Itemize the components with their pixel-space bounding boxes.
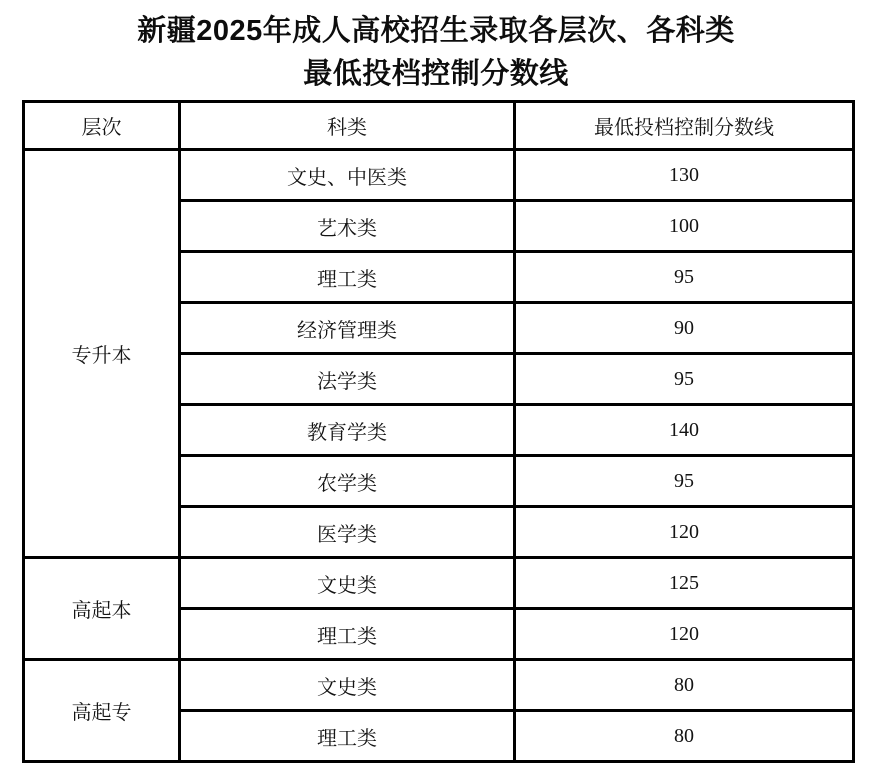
level-cell-gaoqiben: 高起本 [24, 558, 180, 660]
category-cell: 文史类 [180, 558, 515, 609]
score-cell: 100 [515, 201, 854, 252]
score-cell: 125 [515, 558, 854, 609]
score-cell: 95 [515, 354, 854, 405]
score-cell: 90 [515, 303, 854, 354]
level-cell-gaoqizhuan: 高起专 [24, 660, 180, 762]
score-cell: 80 [515, 711, 854, 762]
category-cell: 文史、中医类 [180, 150, 515, 201]
page-title-line2: 最低投档控制分数线 [303, 58, 569, 90]
score-cell: 140 [515, 405, 854, 456]
score-cell: 95 [515, 456, 854, 507]
category-cell: 经济管理类 [180, 303, 515, 354]
page-title-line1: 新疆2025年成人高校招生录取各层次、各科类 [137, 15, 735, 47]
table-row [24, 660, 854, 711]
header-category: 科类 [180, 102, 515, 150]
score-table [22, 100, 855, 763]
category-cell: 理工类 [180, 711, 515, 762]
score-cell: 120 [515, 507, 854, 558]
score-cell: 120 [515, 609, 854, 660]
category-cell: 医学类 [180, 507, 515, 558]
score-cell: 130 [515, 150, 854, 201]
score-cell: 80 [515, 660, 854, 711]
category-cell: 艺术类 [180, 201, 515, 252]
page-title [0, 10, 872, 96]
category-cell: 法学类 [180, 354, 515, 405]
table-row [24, 150, 854, 201]
category-cell: 农学类 [180, 456, 515, 507]
category-cell: 教育学类 [180, 405, 515, 456]
table-row [24, 558, 854, 609]
table-header-row [24, 102, 854, 150]
level-cell-zhuanshengben: 专升本 [24, 150, 180, 558]
category-cell: 理工类 [180, 609, 515, 660]
category-cell: 文史类 [180, 660, 515, 711]
header-score: 最低投档控制分数线 [515, 102, 854, 150]
category-cell: 理工类 [180, 252, 515, 303]
score-cell: 95 [515, 252, 854, 303]
header-level: 层次 [24, 102, 180, 150]
